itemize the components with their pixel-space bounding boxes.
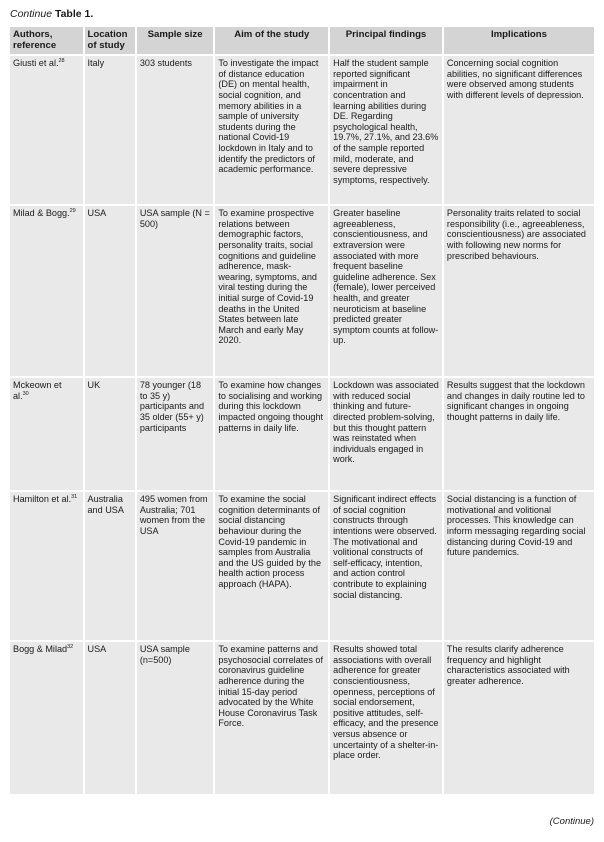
caption-continue: Continue — [10, 8, 53, 20]
reference-number: 30 — [22, 390, 29, 397]
author-name: Hamilton et al. — [13, 494, 72, 505]
location-cell: Australia and USA — [85, 492, 135, 640]
aim-cell: To examine patterns and psychosocial correlates of coronavirus guideline adherence during the initial 15-day period advocated by the White House Coronavirus Task Force. — [215, 642, 328, 794]
sample-cell: USA sample (n=500) — [137, 642, 214, 794]
author-cell — [10, 206, 83, 376]
implications-cell: Social distancing is a function of motivational and volitional processes. This knowledge can inform messaging regarding social distancing during Covid-19 and future pandemics. — [444, 492, 594, 640]
header-row — [10, 27, 594, 54]
sample-cell: 303 students — [137, 56, 214, 204]
location-cell: USA — [85, 642, 135, 794]
author-cell — [10, 378, 83, 490]
location-cell: Italy — [85, 56, 135, 204]
implications-cell: The results clarify adherence frequency and highlight characteristics associated with greater adherence. — [444, 642, 594, 794]
header-findings: Principal findings — [330, 27, 442, 54]
implications-cell: Results suggest that the lockdown and changes in daily routine led to significant changes in ongoing thought patterns in daily life. — [444, 378, 594, 490]
continue-footer: (Continue) — [549, 816, 594, 827]
author-cell — [10, 492, 83, 640]
table-row — [10, 378, 594, 490]
header-sample: Sample size — [137, 27, 214, 54]
findings-cell: Lockdown was associated with reduced social thinking and future-directed problem-solving, but this thought pattern was reinstated when individuals engaged in work. — [330, 378, 442, 490]
aim-cell: To examine the social cognition determinants of social distancing behaviour during the Covid-19 pandemic in samples from Australia and the US guided by the health action process approach (HAPA). — [215, 492, 328, 640]
caption-table-label: Table 1. — [54, 8, 94, 20]
header-authors: Authors, reference — [10, 27, 83, 54]
author-cell — [10, 642, 83, 794]
table-row — [10, 492, 594, 640]
aim-cell: To examine how changes to socialising and working during this lockdown impacted ongoing thought patterns in daily life. — [215, 378, 328, 490]
findings-cell: Half the student sample reported significant impairment in concentration and learning abilities during DE. Regarding psychological health, 19.7%, 27.1%, and 23.6% of the sample reported mild, moderate, and severe depressive symptoms, respectively. — [330, 56, 442, 204]
implications-cell: Concerning social cognition abilities, no significant differences were observed among students with different levels of depression. — [444, 56, 594, 204]
aim-cell: To examine prospective relations between demographic factors, personality traits, social cognitions and guideline adherence, mask-wearing, symptoms, and viral testing during the initial surge of Covid-19 deaths in the United States between late March and early May 2020. — [215, 206, 328, 376]
location-cell: UK — [85, 378, 135, 490]
sample-cell: USA sample (N = 500) — [137, 206, 214, 376]
location-cell: USA — [85, 206, 135, 376]
table-row — [10, 206, 594, 376]
author-name: Giusti et al. — [13, 58, 59, 69]
header-location: Location of study — [85, 27, 135, 54]
studies-table — [8, 25, 596, 796]
reference-number: 32 — [67, 644, 74, 651]
author-cell — [10, 56, 83, 204]
reference-number: 29 — [69, 208, 76, 215]
implications-cell: Personality traits related to social responsibility (i.e., agreeableness, conscientiousness) are associated with following new norms for prescribed behaviours. — [444, 206, 594, 376]
findings-cell: Significant indirect effects of social cognition constructs through intentions were observed. The motivational and volitional constructs of self-efficacy, intention, and action control contribute to explaining social distancing. — [330, 492, 442, 640]
author-name: Bogg & Milad — [13, 644, 68, 655]
author-name: Milad & Bogg. — [13, 208, 70, 219]
sample-cell: 78 younger (18 to 35 y) participants and 35 older (55+ y) participants — [137, 378, 214, 490]
reference-number: 31 — [71, 494, 78, 501]
table-row — [10, 642, 594, 794]
aim-cell: To investigate the impact of distance education (DE) on mental health, social cognition, and memory abilities in a sample of university students during the national Covid-19 lockdown in Italy and to identify the predictors of academic performance. — [215, 56, 328, 204]
author-name: Mckeown et al. — [13, 380, 62, 401]
header-aim: Aim of the study — [215, 27, 328, 54]
reference-number: 28 — [58, 58, 65, 65]
table-caption — [10, 8, 93, 20]
findings-cell: Greater baseline agreeableness, conscientiousness, and extraversion were associated with more frequent baseline guideline adherence. Sex (female), lower perceived health, and greater neuroticism at baseline predicted greater symptom counts at follow-up. — [330, 206, 442, 376]
sample-cell: 495 women from Australia; 701 women from the USA — [137, 492, 214, 640]
findings-cell: Results showed total associations with overall adherence for greater conscientiousness, openness, perceptions of social endorsement, positive attitudes, self-efficacy, and the presence versus absence or uncertainty of a shelter-in-place order. — [330, 642, 442, 794]
table-row — [10, 56, 594, 204]
header-implications: Implications — [444, 27, 594, 54]
